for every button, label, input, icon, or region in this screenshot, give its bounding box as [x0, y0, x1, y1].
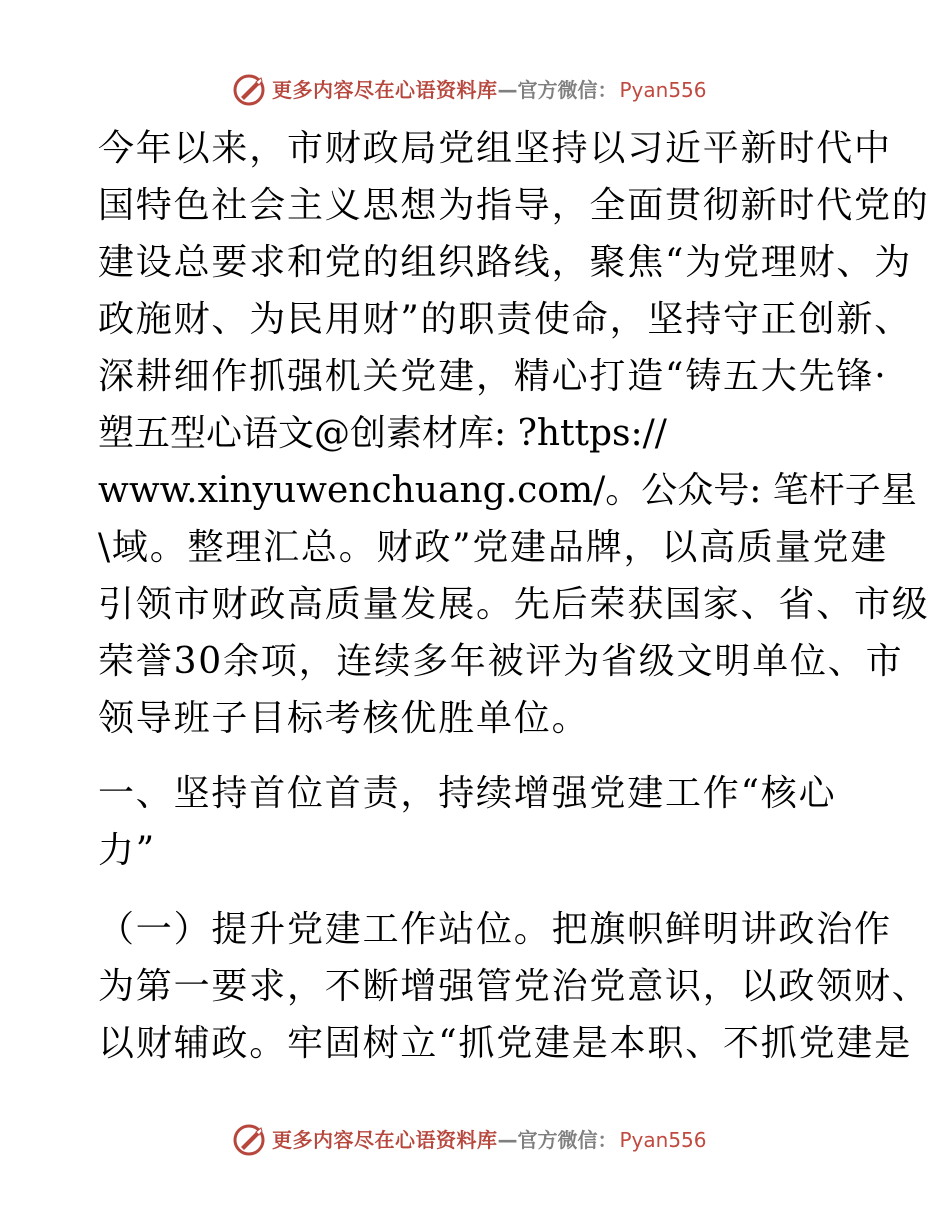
header-wechat-id: Pyan556 — [619, 78, 707, 102]
paragraph-spacer — [98, 747, 858, 765]
header-banner-separator: —官方微信： — [497, 78, 618, 102]
body-line: 建设总要求和党的组织路线，聚焦“为党理财、为 — [98, 242, 913, 283]
header-banner-main-text: 更多内容尽在心语资料库 — [272, 78, 498, 102]
footer-banner-main-text: 更多内容尽在心语资料库 — [272, 1128, 498, 1152]
body-line: 今年以来，市财政局党组坚持以习近平新时代中 — [98, 128, 892, 169]
pen-logo-icon — [232, 73, 266, 107]
body-line: 引领市财政高质量发展。先后荣获国家、省、市级 — [98, 584, 930, 625]
body-line: 政施财、为民用财”的职责使命，坚持守正创新、 — [98, 299, 913, 340]
section-heading: 一、坚持首位首责，持续增强党建工作“核心 — [98, 773, 837, 814]
document-body — [98, 120, 930, 1072]
footer-wechat-id: Pyan556 — [619, 1128, 707, 1152]
body-line: 塑五型心语文@创素材库: ?https:// — [98, 413, 667, 454]
paragraph-spacer — [98, 879, 858, 901]
footer-banner-separator: —官方微信： — [497, 1128, 618, 1152]
body-line: 荣誉30余项，连续多年被评为省级文明单位、市 — [98, 641, 904, 682]
section-heading: 力” — [98, 830, 157, 871]
body-line: 国特色社会主义思想为指导，全面贯彻新时代党的 — [98, 185, 930, 226]
body-line: www.xinyuwenchuang.com/。公众号: 笔杆子星 — [98, 470, 917, 511]
body-line: \域。整理汇总。财政”党建品牌，以高质量党建 — [98, 527, 889, 568]
body-line: （一）提升党建工作站位。把旗帜鲜明讲政治作 — [98, 909, 892, 950]
pen-logo-icon — [232, 1123, 266, 1157]
body-line: 以财辅政。牢固树立“抓党建是本职、不抓党建是 — [98, 1023, 913, 1064]
body-line: 领导班子目标考核优胜单位。 — [98, 698, 590, 739]
header-watermark-banner — [232, 72, 752, 108]
body-line: 为第一要求，不断增强管党治党意识，以政领财、 — [98, 966, 930, 1007]
footer-watermark-banner — [232, 1122, 752, 1158]
body-line: 深耕细作抓强机关党建，精心打造“铸五大先锋· — [98, 356, 888, 397]
